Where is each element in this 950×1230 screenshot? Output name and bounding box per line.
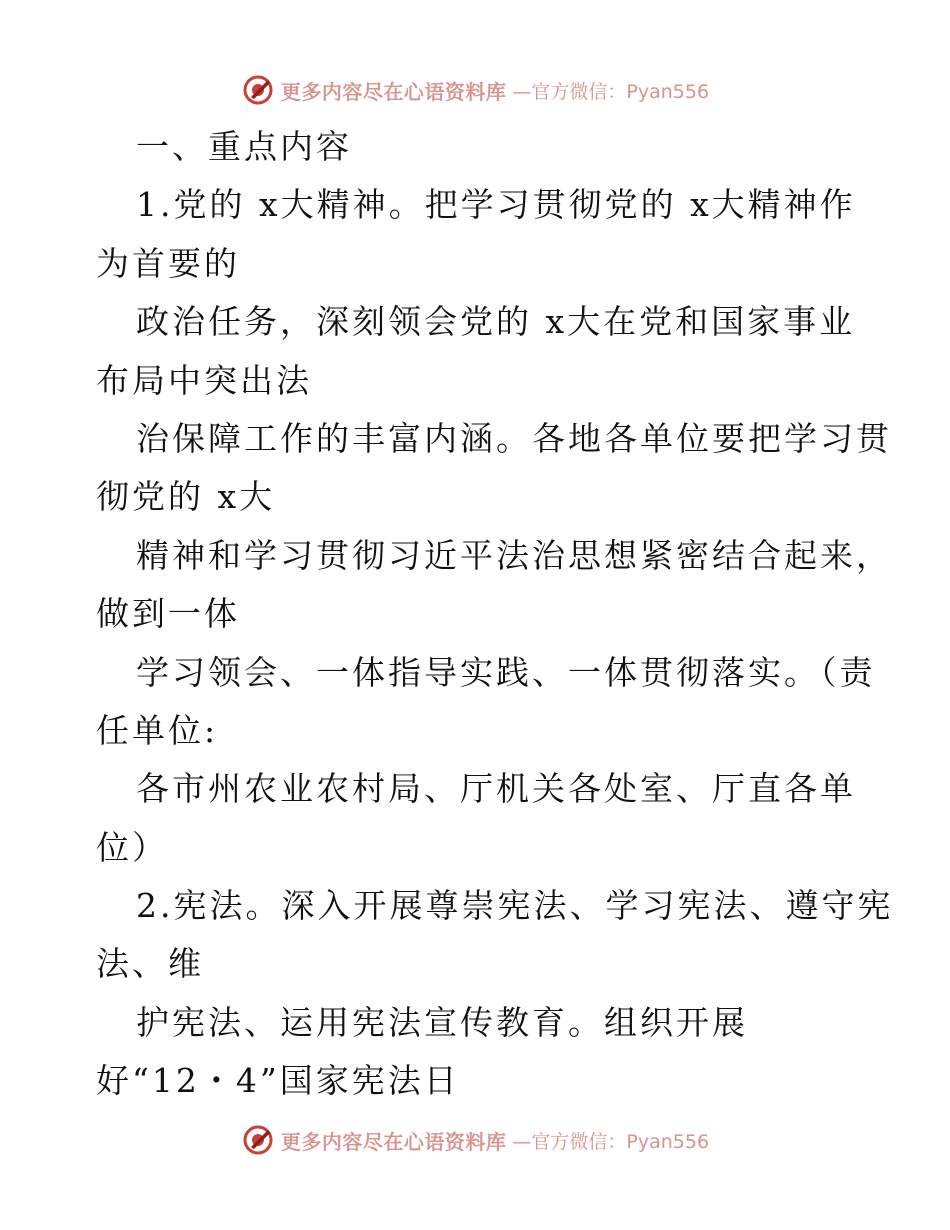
- watermark-suffix: —官方微信：Pyan556: [512, 1130, 710, 1153]
- quill-logo-icon: [241, 1123, 275, 1157]
- text-line: 1.党的 x大精神。把学习贯彻党的 x大精神作: [136, 185, 856, 225]
- document-body: [96, 118, 894, 1111]
- text-line: 治保障工作的丰富内涵。各地各单位要把学习贯: [136, 418, 892, 458]
- text-line: 法、维: [96, 944, 204, 984]
- quill-logo-icon: [241, 73, 275, 107]
- watermark-text: 更多内容尽在心语资料库: [280, 1129, 507, 1154]
- text-line: 为首要的: [96, 243, 240, 283]
- text-line: 做到一体: [96, 594, 240, 634]
- watermark-footer: [0, 1120, 950, 1160]
- watermark-suffix: —官方微信：Pyan556: [512, 80, 710, 103]
- text-line: 学习领会、一体指导实践、一体贯彻落实。（责: [136, 652, 876, 692]
- watermark-text: 更多内容尽在心语资料库: [280, 79, 507, 104]
- text-line: 任单位:: [96, 710, 219, 750]
- text-line: 精神和学习贯彻习近平法治思想紧密结合起来，: [136, 535, 892, 575]
- text-line: 布局中突出法: [96, 360, 312, 400]
- text-line: 政治任务，深刻领会党的 x大在党和国家事业: [136, 302, 856, 342]
- text-line: 好“12・4”国家宪法日: [96, 1061, 460, 1101]
- text-line: 各市州农业农村局、厅机关各处室、厅直各单: [136, 769, 856, 809]
- text-line: 一、重点内容: [136, 127, 352, 166]
- text-line: 2.宪法。深入开展尊崇宪法、学习宪法、遵守宪: [136, 886, 894, 926]
- text-line: 彻党的 x大: [96, 477, 276, 517]
- text-line: 护宪法、运用宪法宣传教育。组织开展: [136, 1002, 748, 1042]
- watermark-header: [0, 70, 950, 110]
- text-line: 位）: [96, 827, 168, 867]
